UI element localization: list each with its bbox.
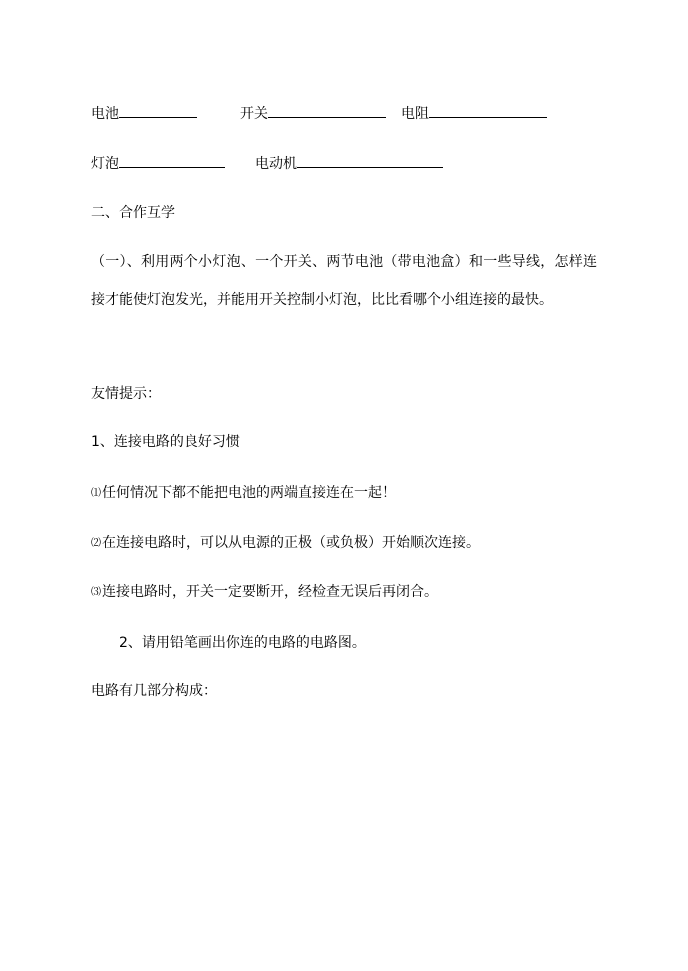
- battery-blank[interactable]: [119, 103, 197, 118]
- switch-label: 开关: [240, 106, 268, 122]
- bulb-label: 灯泡: [91, 156, 119, 172]
- rule-marker: ⑴: [91, 488, 101, 499]
- rule-item: [91, 483, 396, 504]
- resistor-blank[interactable]: [429, 103, 547, 118]
- resistor-field: [401, 103, 547, 124]
- battery-label: 电池: [91, 106, 119, 122]
- motor-blank[interactable]: [297, 153, 443, 168]
- bulb-blank[interactable]: [119, 153, 225, 168]
- circuit-parts-question: 电路有几部分构成：: [91, 683, 217, 699]
- rule-marker: ⑵: [91, 538, 101, 549]
- switch-field: [240, 103, 386, 124]
- motor-field: [255, 153, 443, 174]
- rule-text: 连接电路时，开关一定要断开，经检查无误后再闭合。: [102, 584, 438, 600]
- motor-label: 电动机: [255, 156, 297, 172]
- resistor-label: 电阻: [401, 106, 429, 122]
- habits-title: 1、连接电路的良好习惯: [91, 434, 240, 450]
- tips-title: 友情提示：: [91, 386, 161, 402]
- rule-item: [91, 533, 480, 554]
- battery-field: [91, 103, 197, 124]
- rule-text: 在连接电路时，可以从电源的正极（或负极）开始顺次连接。: [102, 535, 480, 551]
- task-paragraph: （一）、利用两个小灯泡、一个开关、两节电池（带电池盒）和一些导线，怎样连接才能使灯泡发光，并能用开关控制小灯泡，比比看哪个小组连接的最快。: [91, 254, 597, 308]
- draw-instruction: 2、请用铅笔画出你连的电路的电路图。: [119, 635, 366, 651]
- rule-marker: ⑶: [91, 587, 101, 598]
- bulb-field: [91, 153, 225, 174]
- rule-item: [91, 582, 438, 603]
- fill-blank-row-1: [91, 103, 547, 124]
- switch-blank[interactable]: [268, 103, 386, 118]
- fill-blank-row-2: [91, 153, 443, 174]
- rule-text: 任何情况下都不能把电池的两端直接连在一起！: [102, 485, 396, 501]
- section-title: 二、合作互学: [91, 205, 175, 221]
